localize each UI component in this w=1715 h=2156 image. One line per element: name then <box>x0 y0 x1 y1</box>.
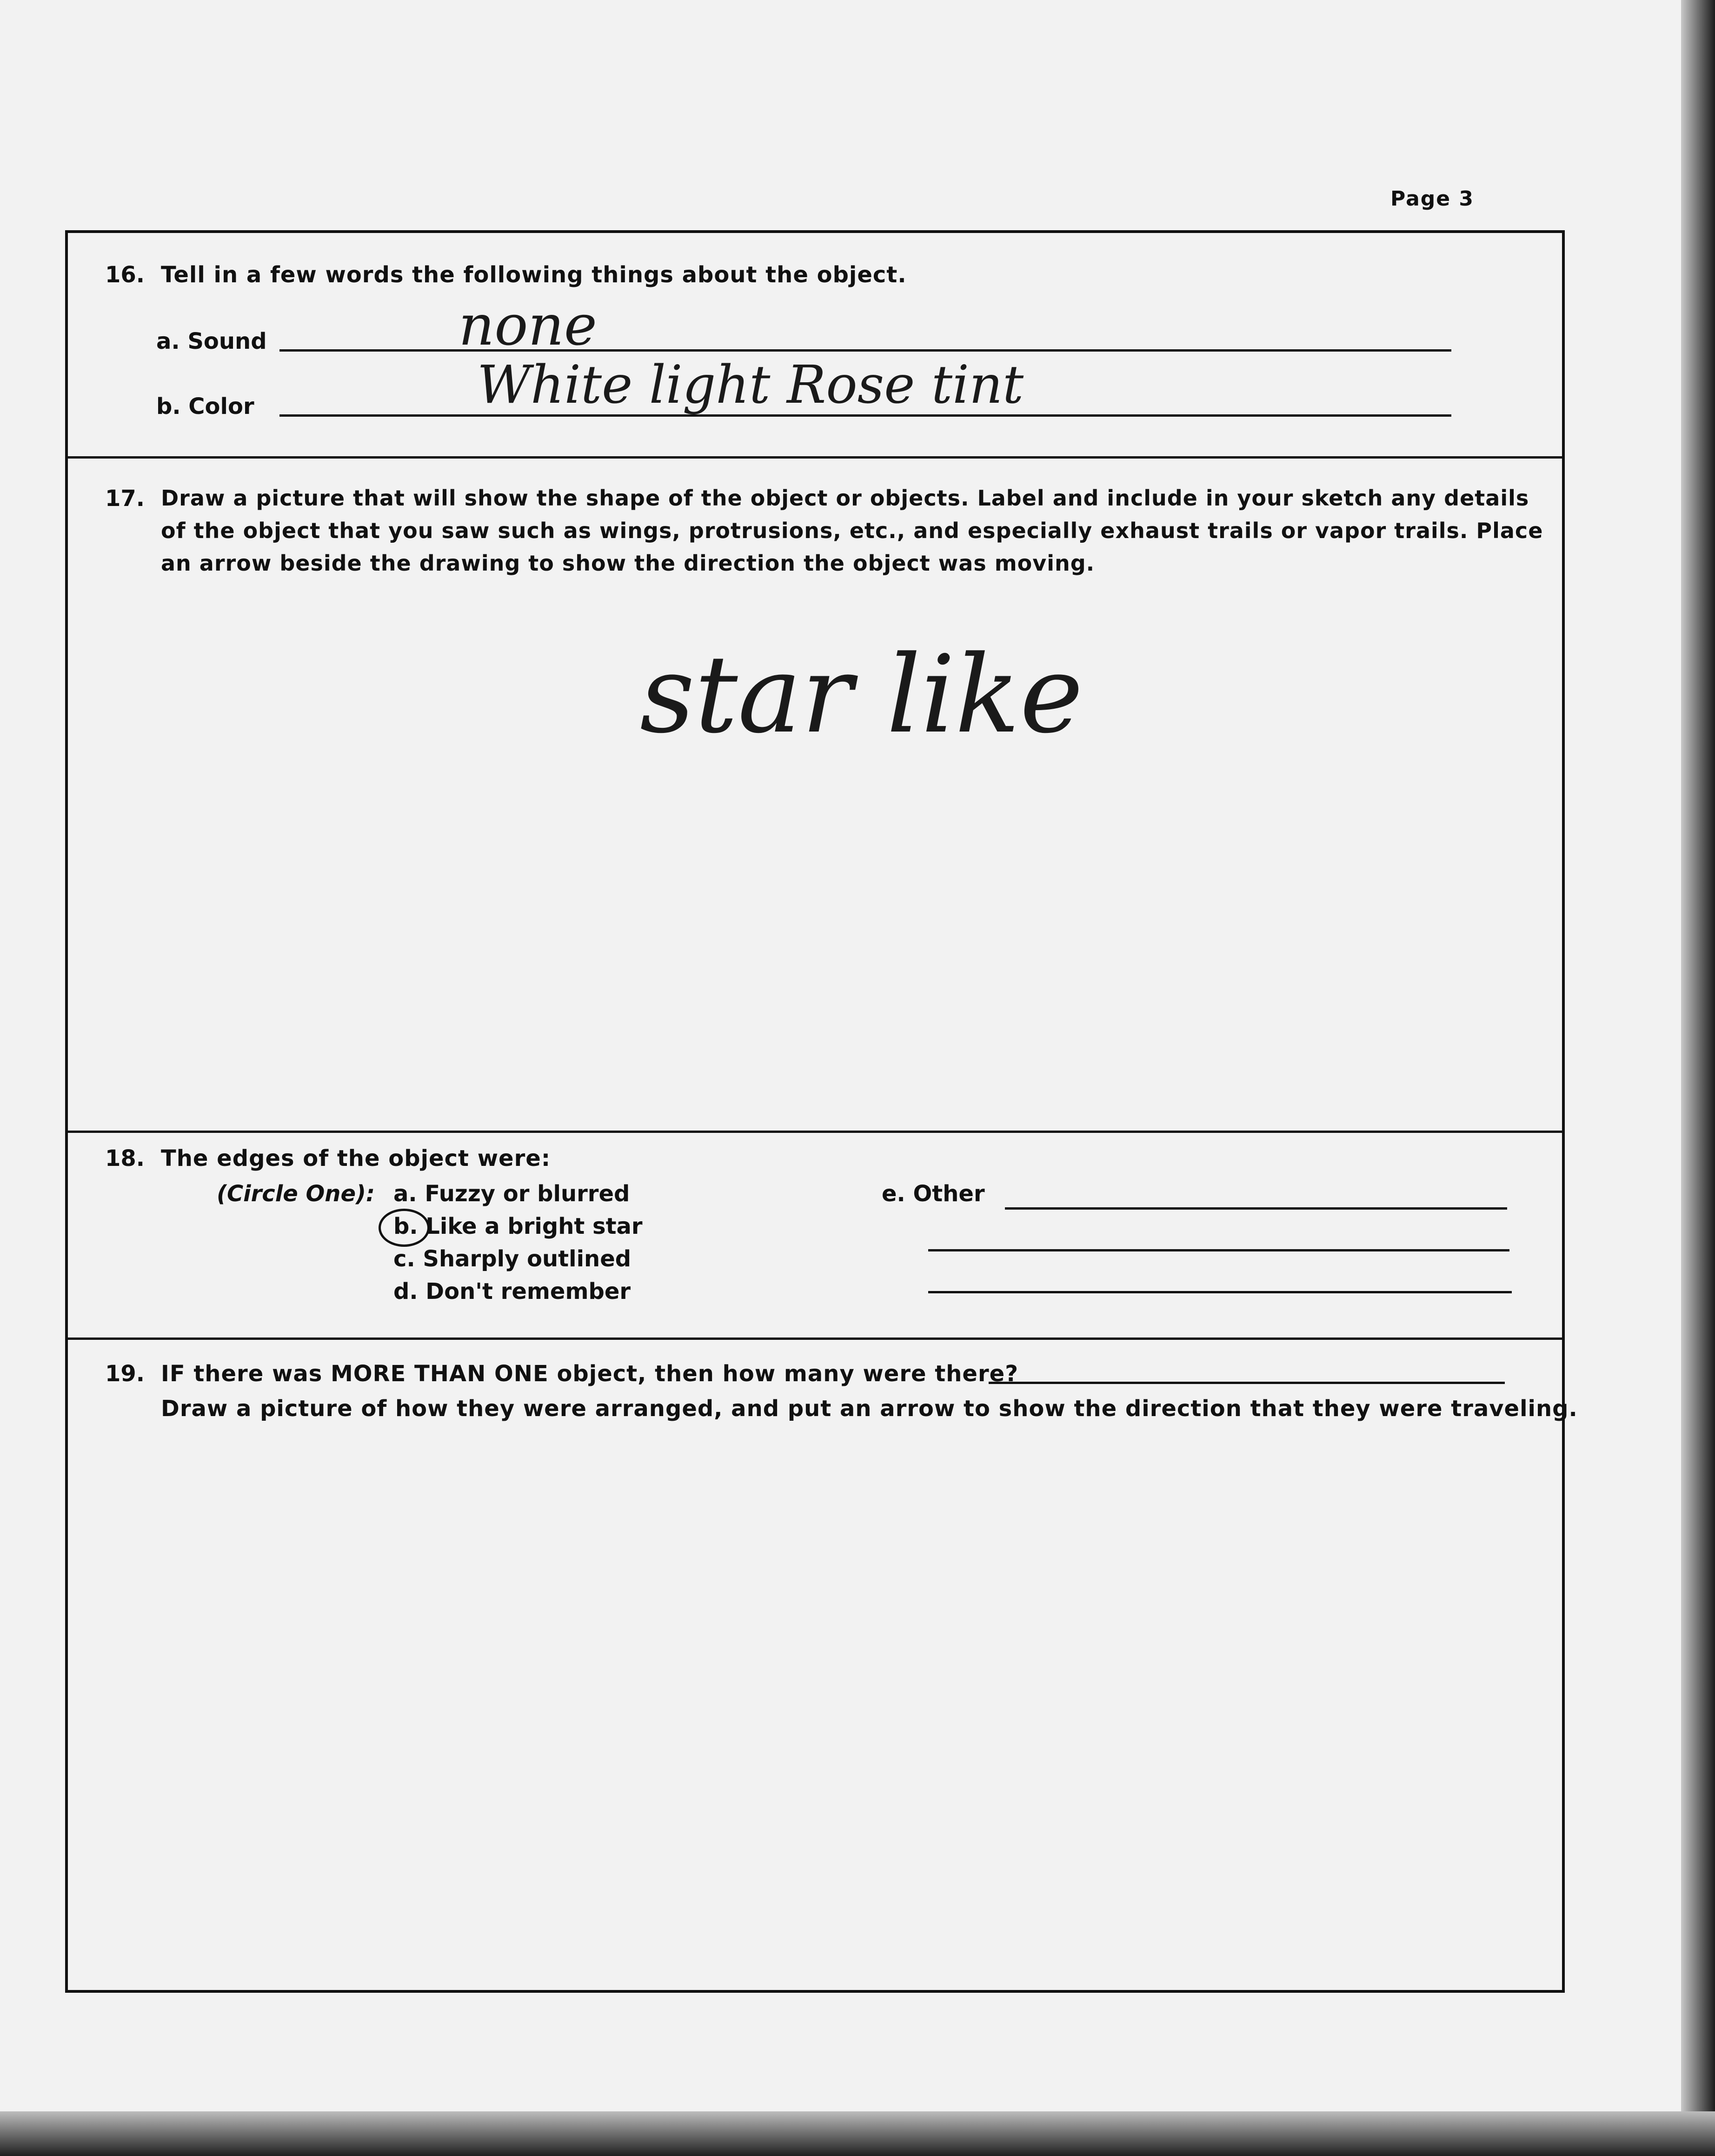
q19-line2: Draw a picture of how they were arranged, and put an arrow to show the direction that they were traveling. <box>161 1396 1578 1422</box>
q19-line1: IF there was MORE THAN ONE object, then how many were there? <box>161 1361 1019 1387</box>
q18-other-line-2[interactable] <box>928 1249 1509 1251</box>
page-number: Page 3 <box>1390 187 1475 211</box>
q16-color-label: b. Color <box>156 393 254 419</box>
q17-number: 17. <box>105 486 145 512</box>
q16-sound-label: a. Sound <box>156 328 267 354</box>
q18-number: 18. <box>105 1145 145 1171</box>
q17-line2: of the object that you saw such as wings, protrusions, etc., and especially exhaust trails or vapor trails. Place <box>161 518 1543 543</box>
q18-other-line-3[interactable] <box>928 1291 1512 1293</box>
scan-edge-right <box>1681 0 1715 2156</box>
q17-line1: Draw a picture that will show the shape of the object or objects. Label and include in your sketch any details <box>161 486 1529 511</box>
scan-edge-bottom <box>0 2111 1715 2156</box>
q18-option-a[interactable]: a. Fuzzy or blurred <box>393 1181 630 1207</box>
q18-other-label: e. Other <box>882 1181 985 1207</box>
q16-number: 16. <box>105 262 145 288</box>
divider-18-19 <box>68 1338 1562 1340</box>
q16-text: Tell in a few words the following things about the object. <box>161 262 907 288</box>
q19-number: 19. <box>105 1361 145 1387</box>
divider-17-18 <box>68 1131 1562 1133</box>
q18-other-line-1[interactable] <box>1005 1207 1507 1210</box>
q16-sound-answer[interactable]: none <box>459 293 597 358</box>
q19-count-line[interactable] <box>989 1382 1505 1384</box>
q18-option-c[interactable]: c. Sharply outlined <box>393 1246 631 1272</box>
q18-instruction: (Circle One): <box>217 1181 375 1207</box>
q17-drawing-answer[interactable]: star like <box>640 633 1084 757</box>
q18-text: The edges of the object were: <box>161 1145 551 1171</box>
form-box <box>65 230 1578 1993</box>
q18-option-b[interactable]: b. Like a bright star <box>393 1213 643 1239</box>
q18-selected-circle <box>379 1209 430 1247</box>
q16-sound-line <box>279 349 1451 352</box>
q16-color-answer[interactable]: White light Rose tint <box>477 355 1024 415</box>
q17-line3: an arrow beside the drawing to show the direction the object was moving. <box>161 551 1095 576</box>
divider-16-17 <box>68 456 1562 459</box>
q18-option-d[interactable]: d. Don't remember <box>393 1278 631 1304</box>
